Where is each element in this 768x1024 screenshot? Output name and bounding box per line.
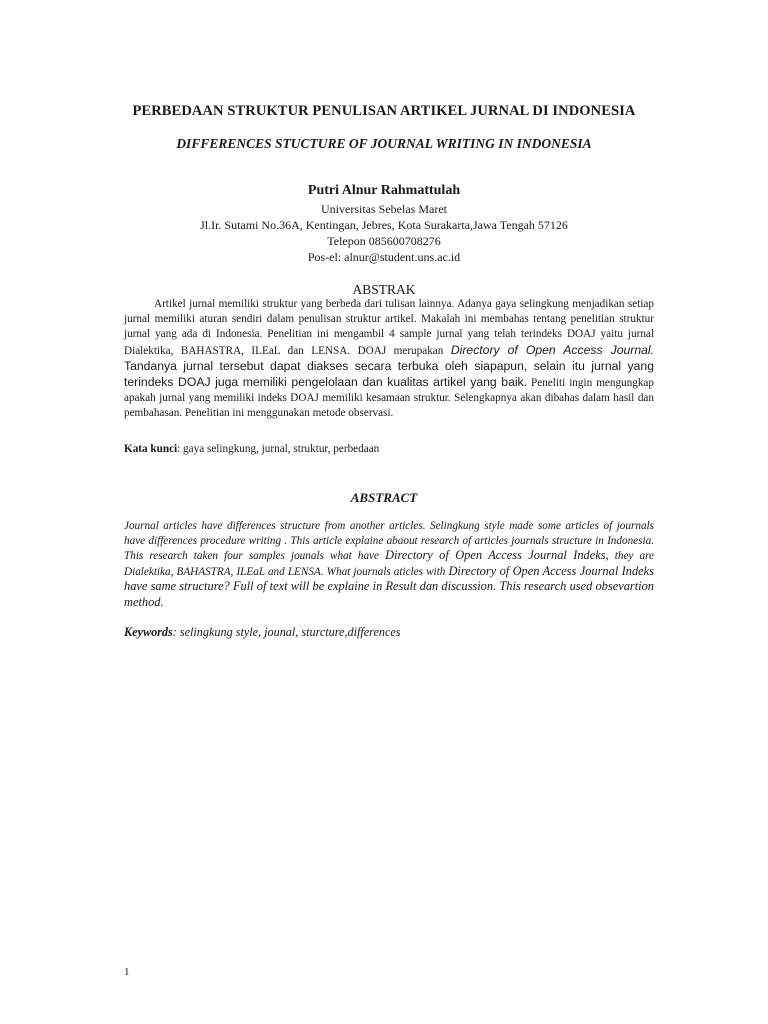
- paper-subtitle: DIFFERENCES STUCTURE OF JOURNAL WRITING IN INDONESIA: [176, 136, 592, 151]
- author-block: [0, 181, 768, 265]
- author-email: Pos-el: alnur@student.uns.ac.id: [307, 250, 461, 264]
- abstract-heading: ABSTRACT: [350, 490, 418, 505]
- page-number: 1: [124, 966, 130, 978]
- abstract-text-1: Journal articles have differences structure from another articles. Selingkung style made some articles of journals have differences procedure writing . This article explaine abaout research of articles journals structure in Indonesia. This research taken four samples jounals what have: [124, 520, 654, 563]
- paper-title: PERBEDAAN STRUKTUR PENULISAN ARTIKEL JURNAL DI INDONESIA: [132, 103, 636, 119]
- author-address: Jl.Ir. Sutami No.36A, Kentingan, Jebres, Kota Surakarta,Jawa Tengah 57126: [200, 218, 568, 232]
- abstract-text-3: Directory of Open Access Journal Indeks have same structure? Full of text will be explaine in Result dan discussion. This research used obsevartion method.: [124, 563, 655, 609]
- keywords: [124, 625, 654, 640]
- abstrak-text-3: Peneliti ingin mengungkap apakah jurnal yang memiliki indeks DOAJ memiliki kesamaan struktur. Selengkapnya akan dibahas dalam hasil dan pembahasan. Penelitian ini menggunakan metode observasi.: [124, 377, 654, 420]
- author-name: Putri Alnur Rahmattulah: [307, 183, 461, 198]
- keywords-label: Keywords: [124, 625, 173, 639]
- abstrak-text-1: Artikel jurnal memiliki struktur yang berbeda dari tulisan lainnya. Adanya gaya selingkung menjadikan setiap jurnal memiliki aturan sendiri dalam penulisan struktur artikel. Makalah ini membahas tentang penelitian struktur jurnal yang ada di Indonesia. Penelitian ini mengambil 4 sample jurnal yang telah terindeks DOAJ yaitu jurnal Dialektika, BAHASTRA, ILEaL dan LENSA. DOAJ merupakan: [124, 298, 654, 357]
- author-phone: Telepon 085600708276: [327, 234, 441, 248]
- abstract-text-2: they are Dialektika, BAHASTRA, ILEaL and LENSA. What journals aticles with: [124, 550, 654, 578]
- author-affiliation: Universitas Sebelas Maret: [321, 202, 447, 216]
- kata-kunci: [124, 443, 654, 455]
- abstrak-text-doaj: Directory of Open Access Journal.: [450, 342, 654, 357]
- abstract-text-doaj-1: Directory of Open Access Journal Indeks,: [385, 548, 609, 563]
- abstrak-heading: ABSTRAK: [352, 282, 416, 297]
- abstrak-text-2: Tandanya jurnal tersebut dapat diakses secara terbuka oleh siapapun, selain itu jurnal yang terindeks DOAJ juga memiliki pengelolaan dan kualitas artikel yang baik.: [124, 358, 654, 390]
- kata-kunci-text: : gaya selingkung, jurnal, struktur, perbedaan: [177, 443, 380, 455]
- abstract-body: [124, 519, 654, 611]
- kata-kunci-label: Kata kunci: [124, 443, 178, 455]
- abstrak-body: [124, 297, 654, 422]
- keywords-text: : selingkung style, jounal, sturcture,differences: [172, 625, 401, 639]
